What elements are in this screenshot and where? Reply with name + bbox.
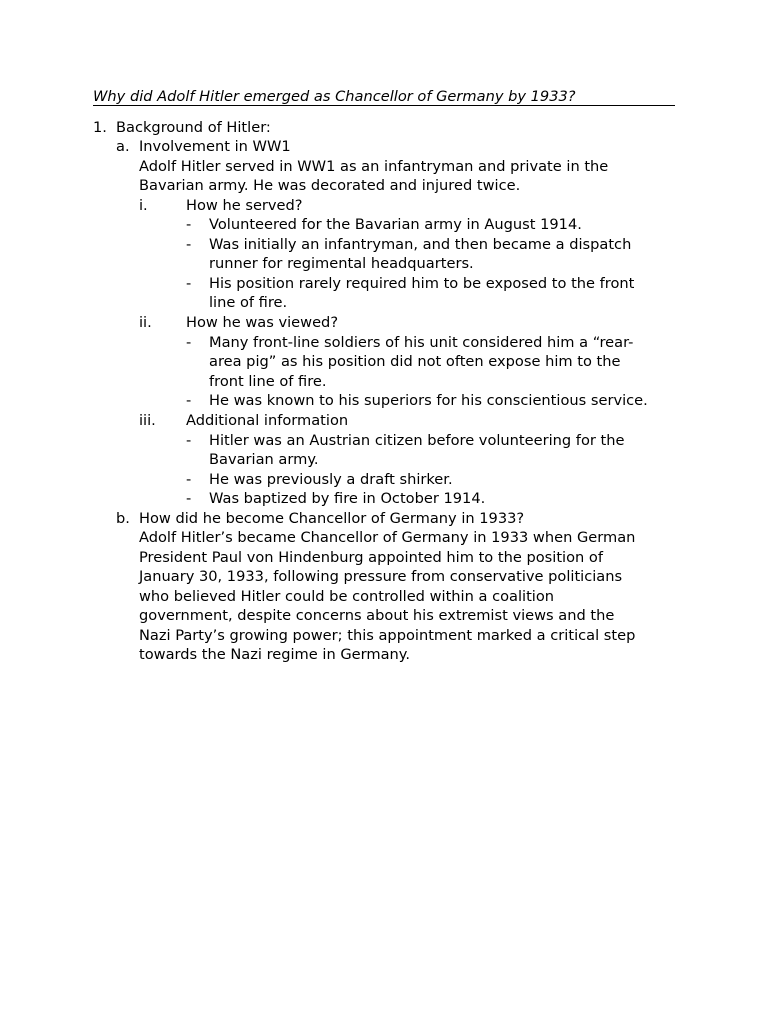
bullet-dash: - (186, 392, 192, 409)
bullet-text: His position rarely required him to be exposed to the front (209, 275, 635, 292)
bullet-text: front line of fire. (209, 373, 327, 390)
bullet-text: line of fire. (209, 294, 288, 311)
item-iii-marker: iii. (139, 412, 156, 429)
bullet-text: Hitler was an Austrian citizen before volunteering for the (209, 432, 625, 449)
subsection-a-marker: a. (116, 138, 130, 155)
subsection-a-heading: Involvement in WW1 (139, 138, 291, 155)
section-1-marker: 1. (93, 119, 107, 136)
subsection-a-paragraph-line: Bavarian army. He was decorated and injured twice. (139, 177, 521, 194)
item-ii-marker: ii. (139, 314, 152, 331)
subsection-a-paragraph-line: Adolf Hitler served in WW1 as an infantryman and private in the (139, 158, 609, 175)
item-i-heading: How he served? (186, 197, 303, 214)
subsection-b-paragraph-line: who believed Hitler could be controlled within a coalition (139, 588, 555, 605)
subsection-b-heading: How did he become Chancellor of Germany in 1933? (139, 510, 525, 527)
item-i-marker: i. (139, 197, 148, 214)
bullet-text: He was previously a draft shirker. (209, 471, 453, 488)
subsection-b-paragraph-line: Nazi Party’s growing power; this appointment marked a critical step (139, 627, 636, 644)
bullet-text: runner for regimental headquarters. (209, 255, 474, 272)
bullet-dash: - (186, 471, 192, 488)
bullet-dash: - (186, 275, 192, 292)
item-ii-heading: How he was viewed? (186, 314, 339, 331)
bullet-text: Was baptized by fire in October 1914. (209, 490, 486, 507)
subsection-b-paragraph-line: January 30, 1933, following pressure from conservative politicians (139, 568, 623, 585)
bullet-dash: - (186, 334, 192, 351)
section-1-heading: Background of Hitler: (116, 119, 271, 136)
bullet-text: Many front-line soldiers of his unit considered him a “rear- (209, 334, 634, 351)
bullet-dash: - (186, 490, 192, 507)
subsection-b-paragraph-line: government, despite concerns about his extremist views and the (139, 607, 615, 624)
subsection-b-marker: b. (116, 510, 130, 527)
title-underline (93, 105, 675, 106)
bullet-dash: - (186, 432, 192, 449)
bullet-text: He was known to his superiors for his conscientious service. (209, 392, 648, 409)
bullet-dash: - (186, 216, 192, 233)
bullet-dash: - (186, 236, 192, 253)
item-iii-heading: Additional information (186, 412, 349, 429)
subsection-b-paragraph-line: towards the Nazi regime in Germany. (139, 646, 410, 663)
bullet-text: area pig” as his position did not often expose him to the (209, 353, 621, 370)
bullet-text: Bavarian army. (209, 451, 319, 468)
subsection-b-paragraph-line: Adolf Hitler’s became Chancellor of Germany in 1933 when German (139, 529, 636, 546)
bullet-text: Was initially an infantryman, and then became a dispatch (209, 236, 632, 253)
subsection-b-paragraph-line: President Paul von Hindenburg appointed him to the position of (139, 549, 603, 566)
bullet-text: Volunteered for the Bavarian army in August 1914. (209, 216, 582, 233)
document-title: Why did Adolf Hitler emerged as Chancellor of Germany by 1933? (93, 88, 576, 105)
